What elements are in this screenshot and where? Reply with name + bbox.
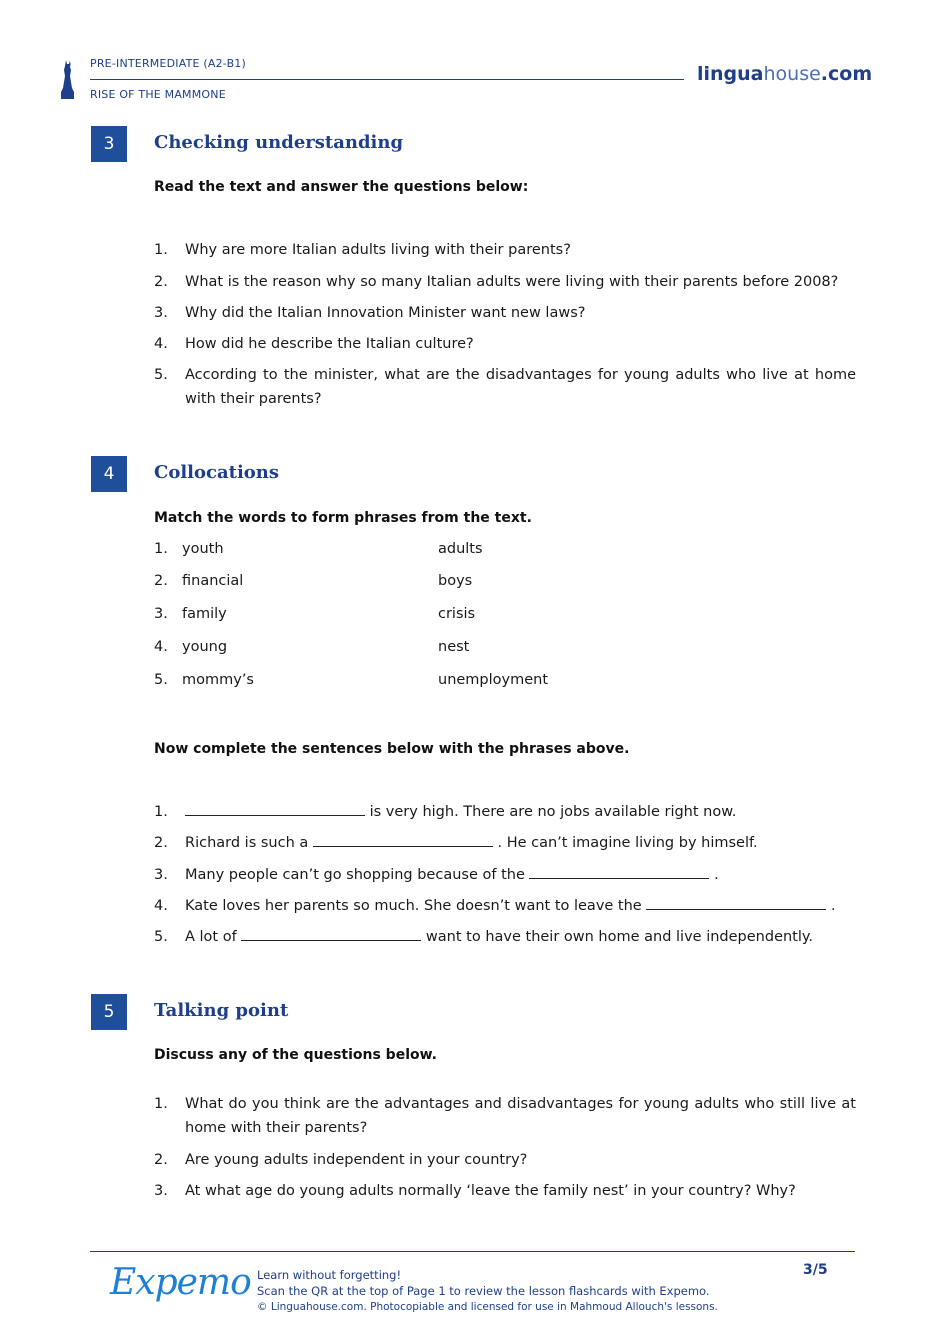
section-4-instruction: Match the words to form phrases from the text.	[154, 510, 532, 526]
statue-of-liberty-icon	[58, 58, 78, 100]
sentence-after: .	[709, 867, 719, 883]
collocation-number: 1.	[154, 541, 168, 557]
sentence-number: 2.	[154, 835, 168, 851]
logo-domain: .com	[820, 63, 873, 85]
section-4-number: 4	[91, 456, 127, 492]
question-number: 1.	[154, 1096, 168, 1112]
question-item	[154, 1092, 856, 1140]
collocation-right-word: unemployment	[438, 672, 549, 688]
sentence-item	[154, 863, 856, 887]
section-3-number: 3	[91, 126, 127, 162]
collocation-left-word: youth	[182, 541, 224, 557]
answer-blank[interactable]	[241, 928, 421, 941]
page-number: 3/5	[803, 1262, 828, 1278]
header-divider	[90, 79, 684, 80]
logo-bold: lingua	[697, 63, 764, 85]
collocation-number: 4.	[154, 639, 168, 655]
question-number: 5.	[154, 367, 168, 383]
question-text: Why are more Italian adults living with their parents?	[185, 242, 571, 258]
question-text: Are young adults independent in your country?	[185, 1152, 528, 1168]
sentence-before: A lot of	[185, 929, 242, 945]
sentence-item	[154, 831, 856, 855]
section-5-instruction: Discuss any of the questions below.	[154, 1047, 437, 1063]
collocation-left-word: young	[182, 639, 228, 655]
question-item	[154, 1179, 856, 1203]
collocation-number: 5.	[154, 672, 168, 688]
sentence-before: Many people can’t go shopping because of the	[185, 867, 530, 883]
question-number: 1.	[154, 242, 168, 258]
collocation-right-word: nest	[438, 639, 470, 655]
section-5-number: 5	[91, 994, 127, 1030]
sentence-before: Richard is such a	[185, 835, 313, 851]
footer-line-2: Scan the QR at the top of Page 1 to review the lesson flashcards with Expemo.	[257, 1284, 710, 1298]
collocation-left-word: family	[182, 606, 227, 622]
sentence-after: want to have their own home and live independently.	[421, 929, 814, 945]
sentence-before: Kate loves her parents so much. She doesn’t want to leave the	[185, 898, 647, 914]
question-text: How did he describe the Italian culture?	[185, 336, 474, 352]
question-text: What do you think are the advantages and disadvantages for young adults who still live at home with their parents?	[185, 1096, 856, 1136]
section-5-title: Talking point	[154, 1000, 289, 1021]
sentence-item	[154, 800, 856, 824]
sentence-number: 5.	[154, 929, 168, 945]
linguahouse-logo[interactable]	[697, 63, 872, 85]
question-number: 2.	[154, 274, 168, 290]
collocation-right-word: boys	[438, 573, 473, 589]
collocation-right-word: crisis	[438, 606, 476, 622]
question-item	[154, 238, 856, 262]
footer-line-3: © Linguahouse.com. Photocopiable and licensed for use in Mahmoud Allouch's lessons.	[257, 1301, 718, 1313]
sentence-after: . He can’t imagine living by himself.	[492, 835, 758, 851]
answer-blank[interactable]	[646, 897, 826, 910]
sentence-item	[154, 894, 856, 918]
expemo-logo[interactable]: Expemo	[110, 1262, 251, 1303]
question-item	[154, 270, 856, 294]
question-text: Why did the Italian Innovation Minister want new laws?	[185, 305, 586, 321]
question-number: 3.	[154, 305, 168, 321]
question-text: At what age do young adults normally ‘leave the family nest’ in your country? Why?	[185, 1183, 796, 1199]
section-4-title: Collocations	[154, 462, 280, 483]
question-number: 4.	[154, 336, 168, 352]
collocation-number: 2.	[154, 573, 168, 589]
logo-light: house	[763, 63, 821, 85]
question-item	[154, 301, 856, 325]
collocation-left-word: mommy’s	[182, 672, 254, 688]
question-item	[154, 332, 856, 356]
footer-text	[257, 1267, 718, 1315]
sentence-after: is very high. There are no jobs available right now.	[365, 804, 737, 820]
answer-blank[interactable]	[185, 803, 365, 816]
section-4-instruction-2: Now complete the sentences below with the phrases above.	[154, 741, 630, 757]
sentence-number: 3.	[154, 867, 168, 883]
answer-blank[interactable]	[313, 834, 493, 847]
section-3-title: Checking understanding	[154, 132, 404, 153]
collocation-number: 3.	[154, 606, 168, 622]
lesson-title: RISE OF THE MAMMONE	[90, 88, 226, 101]
footer-divider	[90, 1251, 855, 1252]
footer-line-1: Learn without forgetting!	[257, 1268, 402, 1282]
level-label: PRE-INTERMEDIATE (A2-B1)	[90, 57, 247, 70]
section-3-instruction: Read the text and answer the questions below:	[154, 179, 529, 195]
question-item	[154, 363, 856, 411]
question-number: 2.	[154, 1152, 168, 1168]
sentence-after: .	[826, 898, 836, 914]
sentence-item	[154, 925, 856, 949]
collocation-right-word: adults	[438, 541, 483, 557]
sentence-number: 4.	[154, 898, 168, 914]
collocation-left-word: financial	[182, 573, 244, 589]
question-text: What is the reason why so many Italian adults were living with their parents before 2008?	[185, 274, 839, 290]
answer-blank[interactable]	[529, 866, 709, 879]
sentence-number: 1.	[154, 804, 168, 820]
question-item	[154, 1148, 856, 1172]
question-number: 3.	[154, 1183, 168, 1199]
question-text: According to the minister, what are the disadvantages for young adults who live at home with their parents?	[185, 367, 856, 407]
